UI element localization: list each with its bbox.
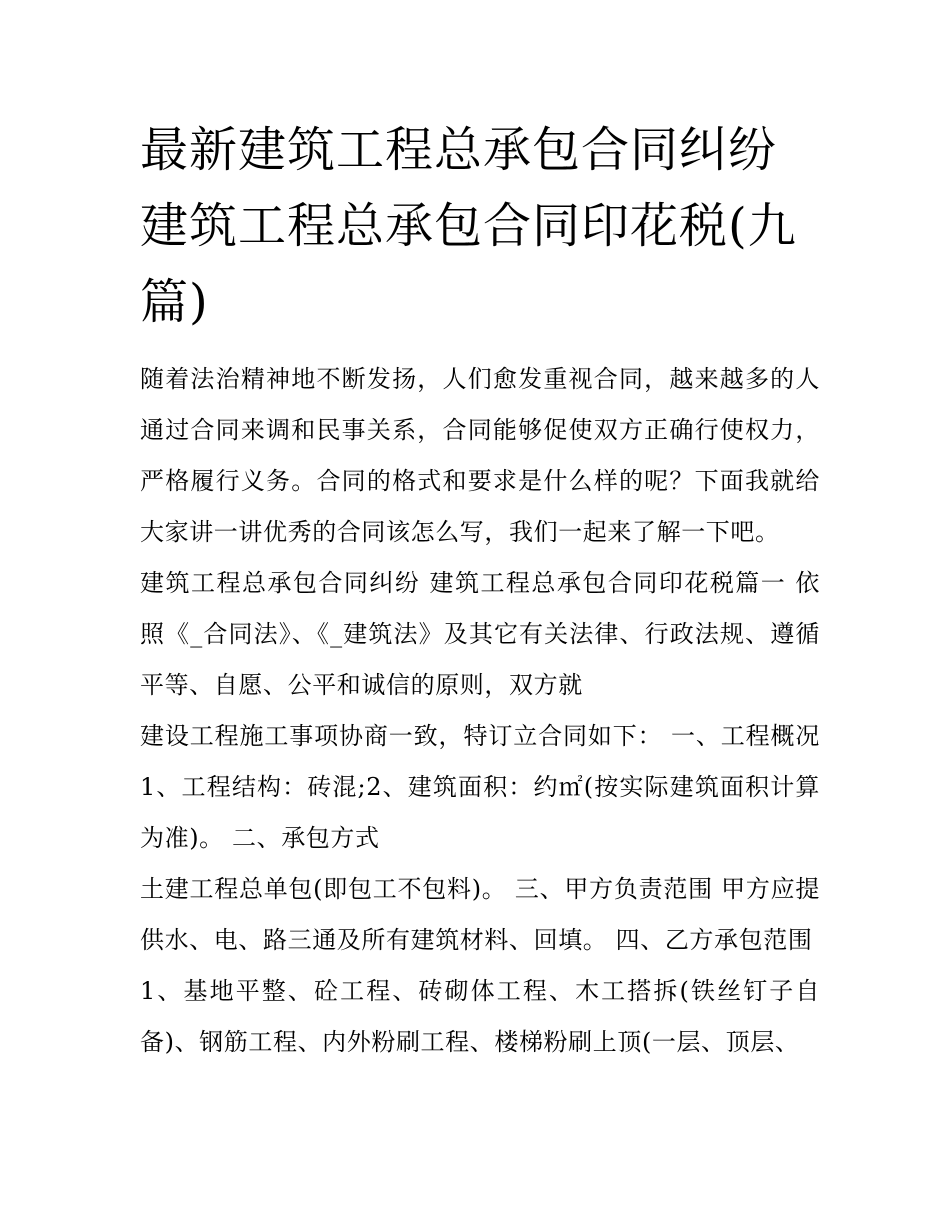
paragraph-party-a-scope: 土建工程总单包(即包工不包料)。 三、甲方负责范围 甲方应提供水、电、路三通及所有建筑材料、回填。 四、乙方承包范围 [140, 875, 820, 954]
document-title: 最新建筑工程总承包合同纠纷建筑工程总承包合同印花税(九篇) [140, 122, 797, 330]
paragraph-project-overview: 建设工程施工事项协商一致，特订立合同如下： 一、工程概况 1、工程结构：砖混;2、建筑面积：约㎡(按实际建筑面积计算为准)。 二、承包方式 [140, 722, 820, 852]
paragraph-contract-basis: 建筑工程总承包合同纠纷 建筑工程总承包合同印花税篇一 依照《_合同法》、《_建筑法》及其它有关法律、行政法规、遵循平等、自愿、公平和诚信的原则，双方就 [140, 569, 820, 699]
intro-paragraph: 随着法治精神地不断发扬，人们愈发重视合同，越来越多的人通过合同来调和民事关系，合同能够促使双方正确行使权力，严格履行义务。合同的格式和要求是什么样的呢？下面我就给大家讲一讲优秀的合同该怎么写，我们一起来了解一下吧。 [140, 365, 820, 546]
document-body [140, 354, 820, 1068]
paragraph-party-b-scope: 1、基地平整、砼工程、砖砌体工程、木工搭拆(铁丝钉子自备)、钢筋工程、内外粉刷工程、楼梯粉刷上顶(一层、顶层、 [140, 977, 820, 1056]
